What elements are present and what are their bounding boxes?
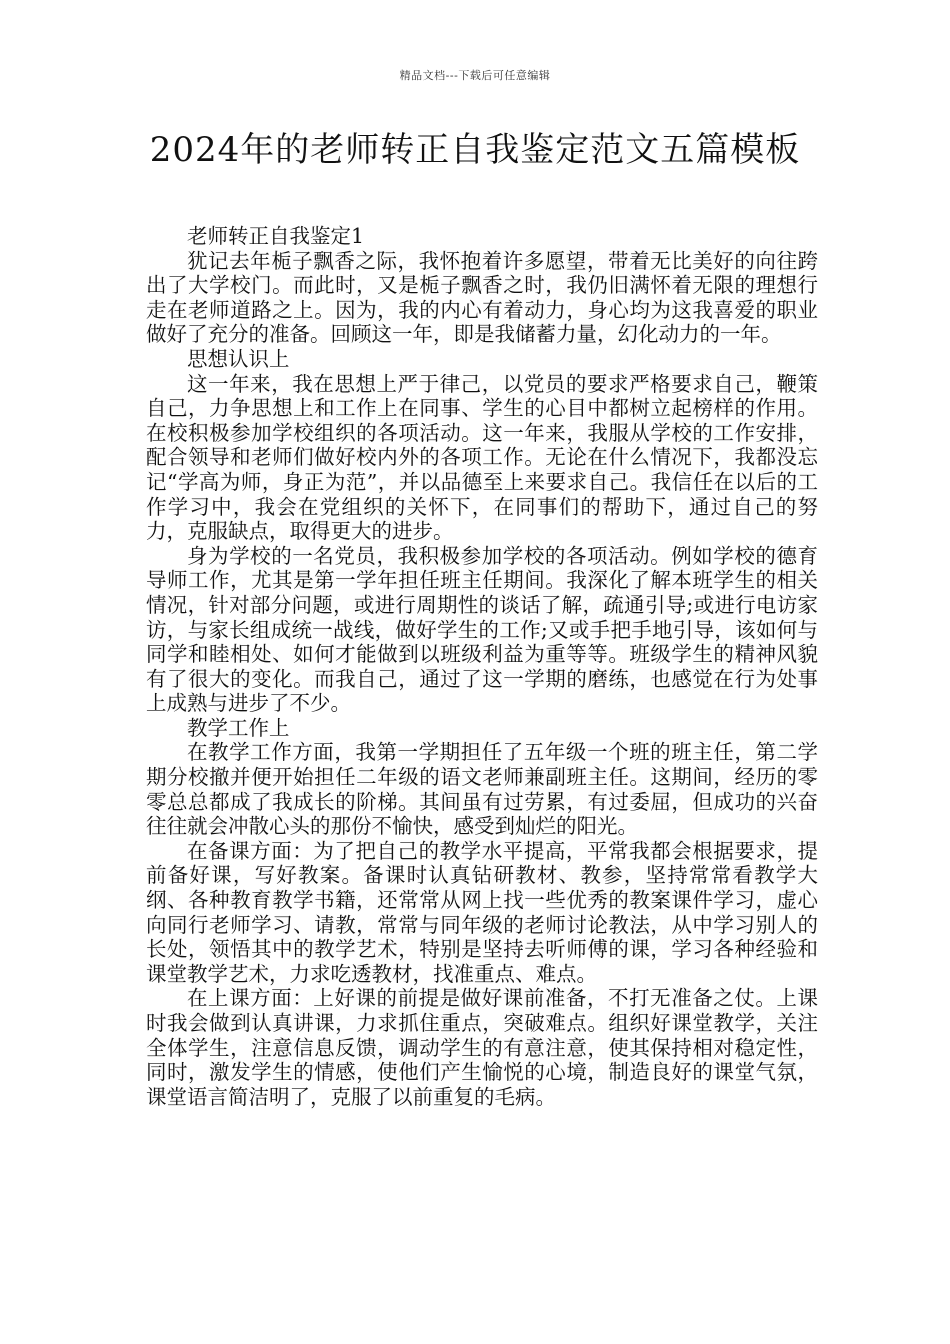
- paragraph-intro: 犹记去年栀子飘香之际，我怀抱着许多愿望，带着无比美好的向往跨出了大学校门。而此时，又是栀子飘香之时，我仍旧满怀着无限的理想行走在老师道路之上。因为，我的内心有着动力，身心均为这我喜爱的职业做好了充分的准备。回顾这一年，即是我储蓄力量，幻化动力的一年。: [146, 248, 818, 347]
- header-note: 精品文档---下载后可任意编辑: [399, 69, 551, 82]
- section-heading-thought: 思想认识上: [187, 346, 290, 371]
- paragraph-classroom: 在上课方面：上好课的前提是做好课前准备，不打无准备之仗。上课时我会做到认真讲课，力求抓住重点，突破难点。组织好课堂教学，关注全体学生，注意信息反馈，调动学生的有意注意，使其保持相对稳定性，同时，激发学生的情感，使他们产生愉悦的心境，制造良好的课堂气氛，课堂语言简洁明了，克服了以前重复的毛病。: [146, 986, 818, 1109]
- section-heading-1: 老师转正自我鉴定1: [187, 224, 365, 248]
- paragraph-thought-1: 这一年来，我在思想上严于律己，以党员的要求严格要求自己，鞭策自己，力争思想上和工作上在同事、学生的心目中都树立起榜样的作用。在校积极参加学校组织的各项活动。这一年来，我服从学校的工作安排，配合领导和老师们做好校内外的各项工作。无论在什么情况下，我都没忘记“学高为师，身正为范”，并以品德至上来要求自己。我信任在以后的工作学习中，我会在党组织的关怀下，在同事们的帮助下，通过自己的努力，克服缺点，取得更大的进步。: [146, 371, 818, 544]
- paragraph-teaching-1: 在教学工作方面，我第一学期担任了五年级一个班的班主任，第二学期分校撤并便开始担任二年级的语文老师兼副班主任。这期间，经历的零零总总都成了我成长的阶梯。其间虽有过劳累，有过委屈，但成功的兴奋往往就会冲散心头的那份不愉快，感受到灿烂的阳光。: [146, 740, 818, 839]
- document-body: [146, 224, 818, 1109]
- document-title: 2024年的老师转正自我鉴定范文五篇模板: [149, 130, 801, 170]
- paragraph-lesson-prep: 在备课方面：为了把自己的教学水平提高，平常我都会根据要求，提前备好课，写好教案。备课时认真钻研教材、教参，坚持常常看教学大纲、各种教育教学书籍，还常常从网上找一些优秀的教案课件学习，虚心向同行老师学习、请教，常常与同年级的老师讨论教法，从中学习别人的长处，领悟其中的教学艺术，特别是坚持去听师傅的课，学习各种经验和课堂教学艺术，力求吃透教材，找准重点、难点。: [146, 838, 818, 986]
- section-heading-teaching: 教学工作上: [187, 715, 290, 740]
- paragraph-thought-2: 身为学校的一名党员，我积极参加学校的各项活动。例如学校的德育导师工作，尤其是第一学年担任班主任期间。我深化了解本班学生的相关情况，针对部分问题，或进行周期性的谈话了解，疏通引导;或进行电访家访，与家长组成统一战线，做好学生的工作;又或手把手地引导，该如何与同学和睦相处、如何才能做到以班级利益为重等等。班级学生的精神风貌有了很大的变化。而我自己，通过了这一学期的磨练，也感觉在行为处事上成熟与进步了不少。: [146, 543, 818, 716]
